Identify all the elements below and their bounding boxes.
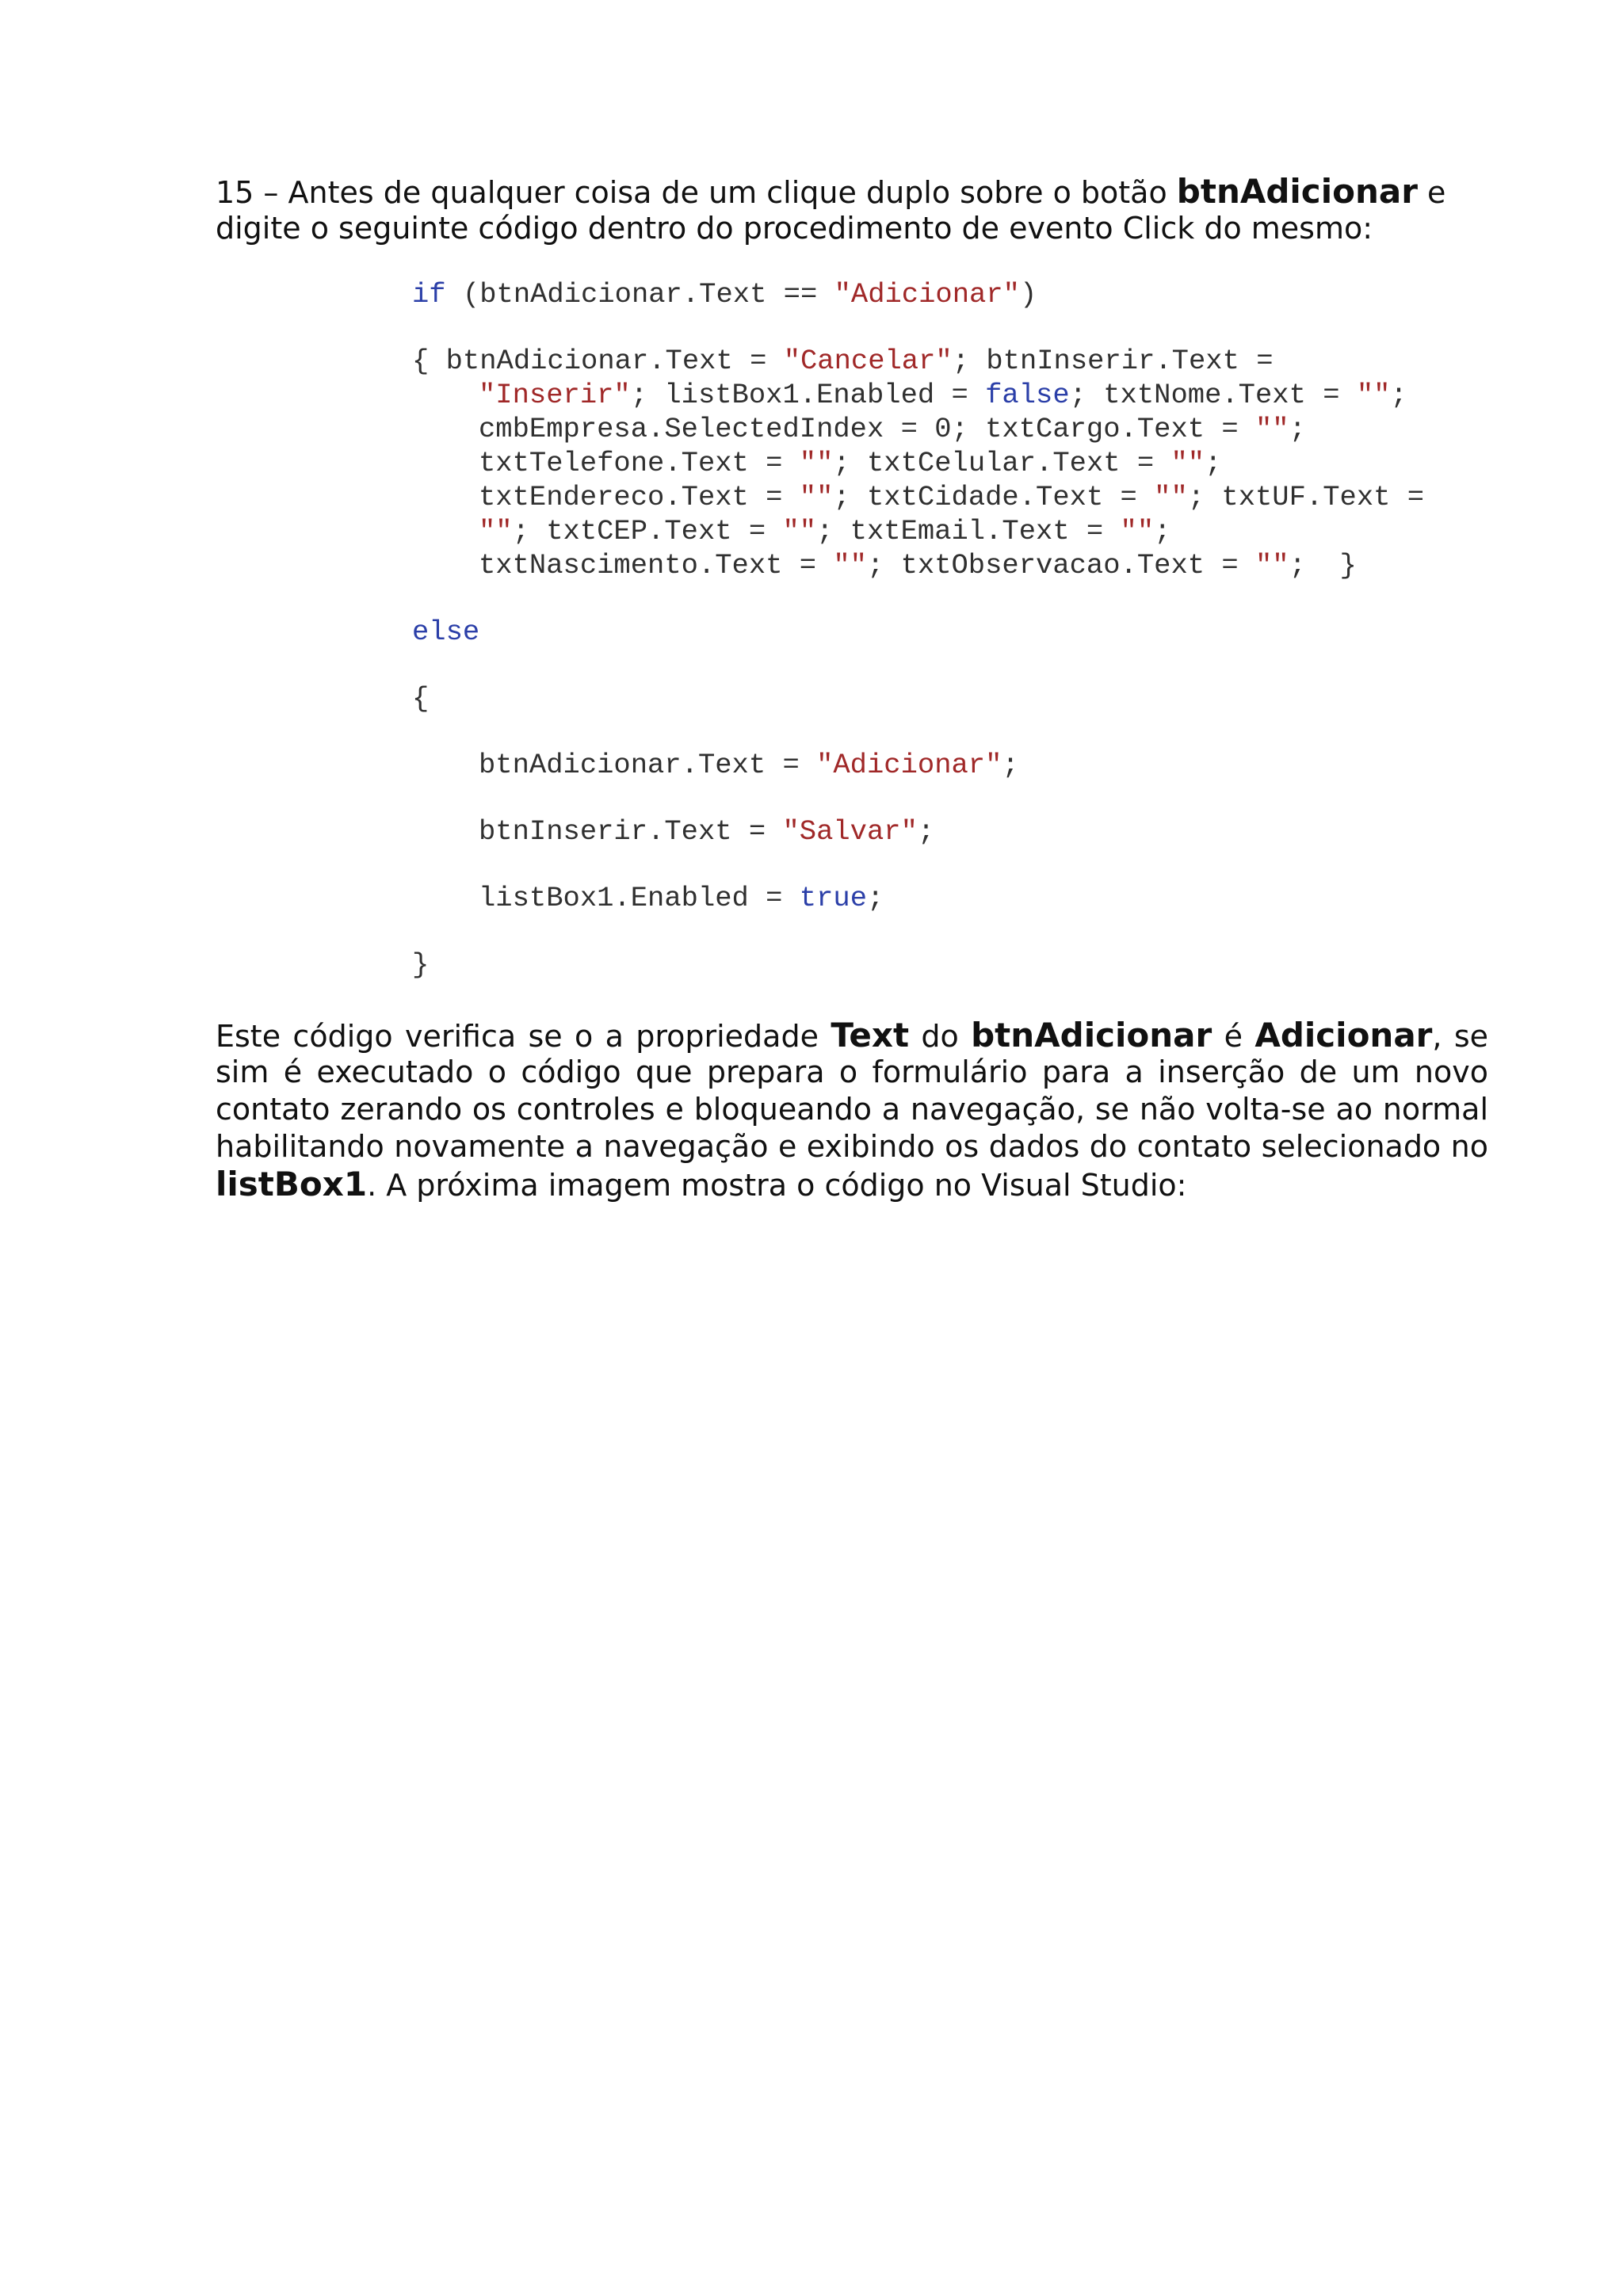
code-line-block1-6: ""; txtCEP.Text = ""; txtEmail.Text = ""; <box>479 515 1171 547</box>
explanation-line-5: listBox1. A próxima imagem mostra o código no Visual Studio: <box>216 1165 1187 1203</box>
code-line-block1-1: { btnAdicionar.Text = "Cancelar"; btnInserir.Text = <box>412 345 1274 377</box>
intro-paragraph <box>216 173 1488 247</box>
code-line-block1-7: txtNascimento.Text = ""; txtObservacao.Text = ""; } <box>479 549 1357 582</box>
code-line-else-3: listBox1.Enabled = true; <box>479 882 884 914</box>
code-line-block1-4: txtTelefone.Text = ""; txtCelular.Text = ""; <box>479 447 1222 479</box>
code-line-else: else <box>412 616 480 648</box>
code-line-close-brace: } <box>412 948 430 981</box>
code-line-block1-5: txtEndereco.Text = ""; txtCidade.Text = ""; txtUF.Text = <box>479 481 1425 513</box>
code-line-block1-2: "Inserir"; listBox1.Enabled = false; txtNome.Text = ""; <box>479 379 1407 411</box>
code-block <box>412 277 1490 990</box>
intro-line-2: digite o seguinte código dentro do procedimento de evento Click do mesmo: <box>216 211 1373 246</box>
btnAdicionar-ref: btnAdicionar <box>1176 172 1418 211</box>
code-line-if: if (btnAdicionar.Text == "Adicionar") <box>412 278 1037 311</box>
intro-line-1: 15 – Antes de qualquer coisa de um clique duplo sobre o botão btnAdicionar e <box>216 172 1446 211</box>
code-line-open-brace: { <box>412 682 430 715</box>
code-line-else-1: btnAdicionar.Text = "Adicionar"; <box>479 749 1019 781</box>
explanation-line-4: habilitando novamente a navegação e exibindo os dados do contato selecionado no <box>216 1129 1488 1164</box>
explanation-paragraph <box>216 1016 1488 1203</box>
explanation-line-1: Este código verifica se o a propriedade Text do btnAdicionar é Adicionar, se <box>216 1016 1488 1055</box>
code-line-block1-3: cmbEmpresa.SelectedIndex = 0; txtCargo.Text = ""; <box>479 413 1306 445</box>
code-line-else-2: btnInserir.Text = "Salvar"; <box>479 815 935 848</box>
listBox1-ref: listBox1 <box>216 1165 368 1203</box>
explanation-line-2: sim é executado o código que prepara o formulário para a inserção de um novo <box>216 1055 1488 1089</box>
explanation-line-3: contato zerando os controles e bloqueando a navegação, se não volta-se ao normal <box>216 1092 1488 1127</box>
